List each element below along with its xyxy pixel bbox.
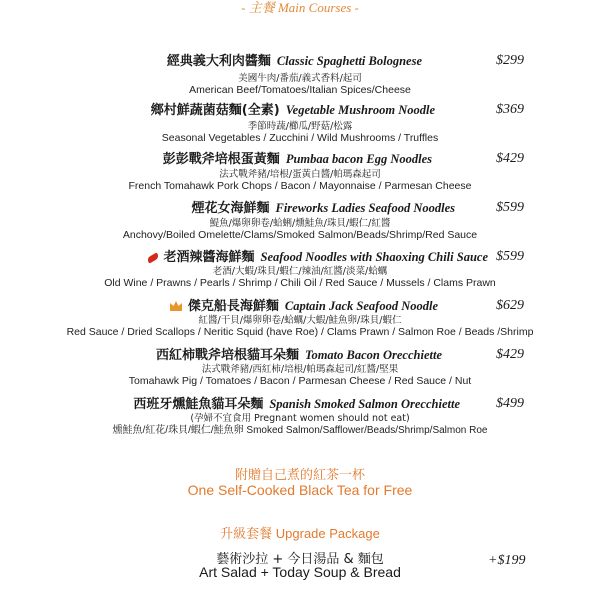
dish-name-en: Classic Spaghetti Bolognese xyxy=(276,54,422,68)
dish-name-zh: 經典義大利肉醬麵 xyxy=(166,54,271,69)
menu-item xyxy=(0,199,600,217)
upgrade-items-en: Art Salad + Today Soup & Bread xyxy=(199,564,401,580)
dish-price: $299 xyxy=(496,53,524,68)
dish-ingredients-en: Anchovy/Boiled Omelette/Clams/Smoked Salmon/Beads/Shrimp/Red Sauce xyxy=(122,229,478,241)
upgrade-title: 升級套餐 Upgrade Package xyxy=(220,526,380,541)
free-tea-zh: 附贈自己煮的紅茶一杯 xyxy=(234,468,365,483)
dish-price: $429 xyxy=(496,347,524,362)
dish-price: $629 xyxy=(496,298,524,313)
dish-name-zh: 西紅柿戰斧培根貓耳朵麵 xyxy=(155,348,299,363)
menu-item xyxy=(0,395,600,413)
dish-ingredients-en: French Tomahawk Pork Chops / Bacon / Mayonnaise / Parmesan Cheese xyxy=(128,180,472,192)
section-title: - 主餐 Main Courses - xyxy=(241,0,359,15)
menu-item xyxy=(0,248,600,266)
dish-price: $499 xyxy=(496,396,524,411)
menu-item xyxy=(0,297,600,315)
menu-item xyxy=(0,101,600,119)
menu-item xyxy=(0,150,600,168)
dish-ingredients-zh: 法式戰斧豬/培根/蛋黃白醬/帕瑪森起司 xyxy=(219,169,381,180)
free-tea-en: One Self-Cooked Black Tea for Free xyxy=(187,482,413,498)
upgrade-price: +$199 xyxy=(488,553,526,568)
dish-ingredients-zh: 法式戰斧豬/西紅柿/培根/帕瑪森起司/紅醬/堅果 xyxy=(201,364,399,375)
dish-price: $599 xyxy=(496,249,524,264)
dish-price: $429 xyxy=(496,151,524,166)
upgrade-items-zh: 藝術沙拉 + 今日湯品 & 麵包 xyxy=(216,552,384,567)
dish-price: $369 xyxy=(496,102,524,117)
dish-ingredients-en: Tomahawk Pig / Tomatoes / Bacon / Parmesan Cheese / Red Sauce / Nut xyxy=(128,375,472,387)
chili-icon xyxy=(147,249,159,267)
dish-name-zh: 彭彭戰斧培根蛋黃麵 xyxy=(162,152,280,167)
dish-price: $599 xyxy=(496,200,524,215)
dish-ingredients-en: American Beef/Tomatoes/Italian Spices/Cheese xyxy=(189,84,411,96)
dish-name-zh: 煙花女海鮮麵 xyxy=(191,201,270,216)
dish-ingredients-en: 燻鮭魚/紅花/珠貝/蝦仁/鮭魚卵 Smoked Salmon/Safflower/Beads/Shrimp/Salmon Roe xyxy=(112,425,488,436)
dish-ingredients-zh: 紅醬/干貝/爆卵卵卷/蛤蠣/大蝦/鮭魚卵/珠貝/蝦仁 xyxy=(198,315,402,326)
dish-ingredients-zh: 美國牛肉/番茄/義式香料/起司 xyxy=(238,73,362,84)
dish-ingredients-en: Seasonal Vegetables / Zucchini / Wild Mushrooms / Truffles xyxy=(161,132,439,144)
dish-ingredients-zh: 老酒/大蝦/珠貝/蝦仁/辣油/紅醬/淡菜/蛤蠣 xyxy=(212,266,388,277)
dish-ingredients-en: Old Wine / Prawns / Pearls / Shrimp / Chili Oil / Red Sauce / Mussels / Clams Prawn xyxy=(104,277,496,289)
crown-icon xyxy=(169,298,183,316)
dish-name-en: Seafood Noodles with Shaoxing Chili Sauce xyxy=(260,250,488,264)
dish-name-en: Vegetable Mushroom Noodle xyxy=(285,103,435,117)
dish-name-zh: 老酒辣醬海鮮麵 xyxy=(163,250,255,265)
dish-name-zh: 鄉村鮮蔬菌菇麵(全素) xyxy=(150,103,280,118)
dish-name-en: Pumbaa bacon Egg Noodles xyxy=(285,152,432,166)
dish-name-en: Captain Jack Seafood Noodle xyxy=(284,299,438,313)
menu-item xyxy=(0,52,600,70)
dish-name-en: Fireworks Ladies Seafood Noodles xyxy=(275,201,455,215)
menu-item xyxy=(0,346,600,364)
dish-name-zh: 西班牙燻鮭魚貓耳朵麵 xyxy=(133,397,264,412)
dish-name-zh: 傑克船長海鮮麵 xyxy=(187,299,279,314)
dish-ingredients-zh: 鯷魚/爆卵卵卷/蛤蜊/燻鮭魚/珠貝/蝦仁/紅醬 xyxy=(209,218,391,229)
dish-name-en: Spanish Smoked Salmon Orecchiette xyxy=(269,397,460,411)
dish-ingredients-zh: 季節時蔬/櫛瓜/野菇/松露 xyxy=(247,121,353,132)
dish-ingredients-en: Red Sauce / Dried Scallops / Neritic Squid (have Roe) / Clams Prawn / Salmon Roe / Beads /Shrimp xyxy=(66,326,534,338)
dish-ingredients-zh: (孕婦不宜食用 Pregnant women should not eat) xyxy=(190,413,410,424)
dish-name-en: Tomato Bacon Orecchiette xyxy=(304,348,442,362)
